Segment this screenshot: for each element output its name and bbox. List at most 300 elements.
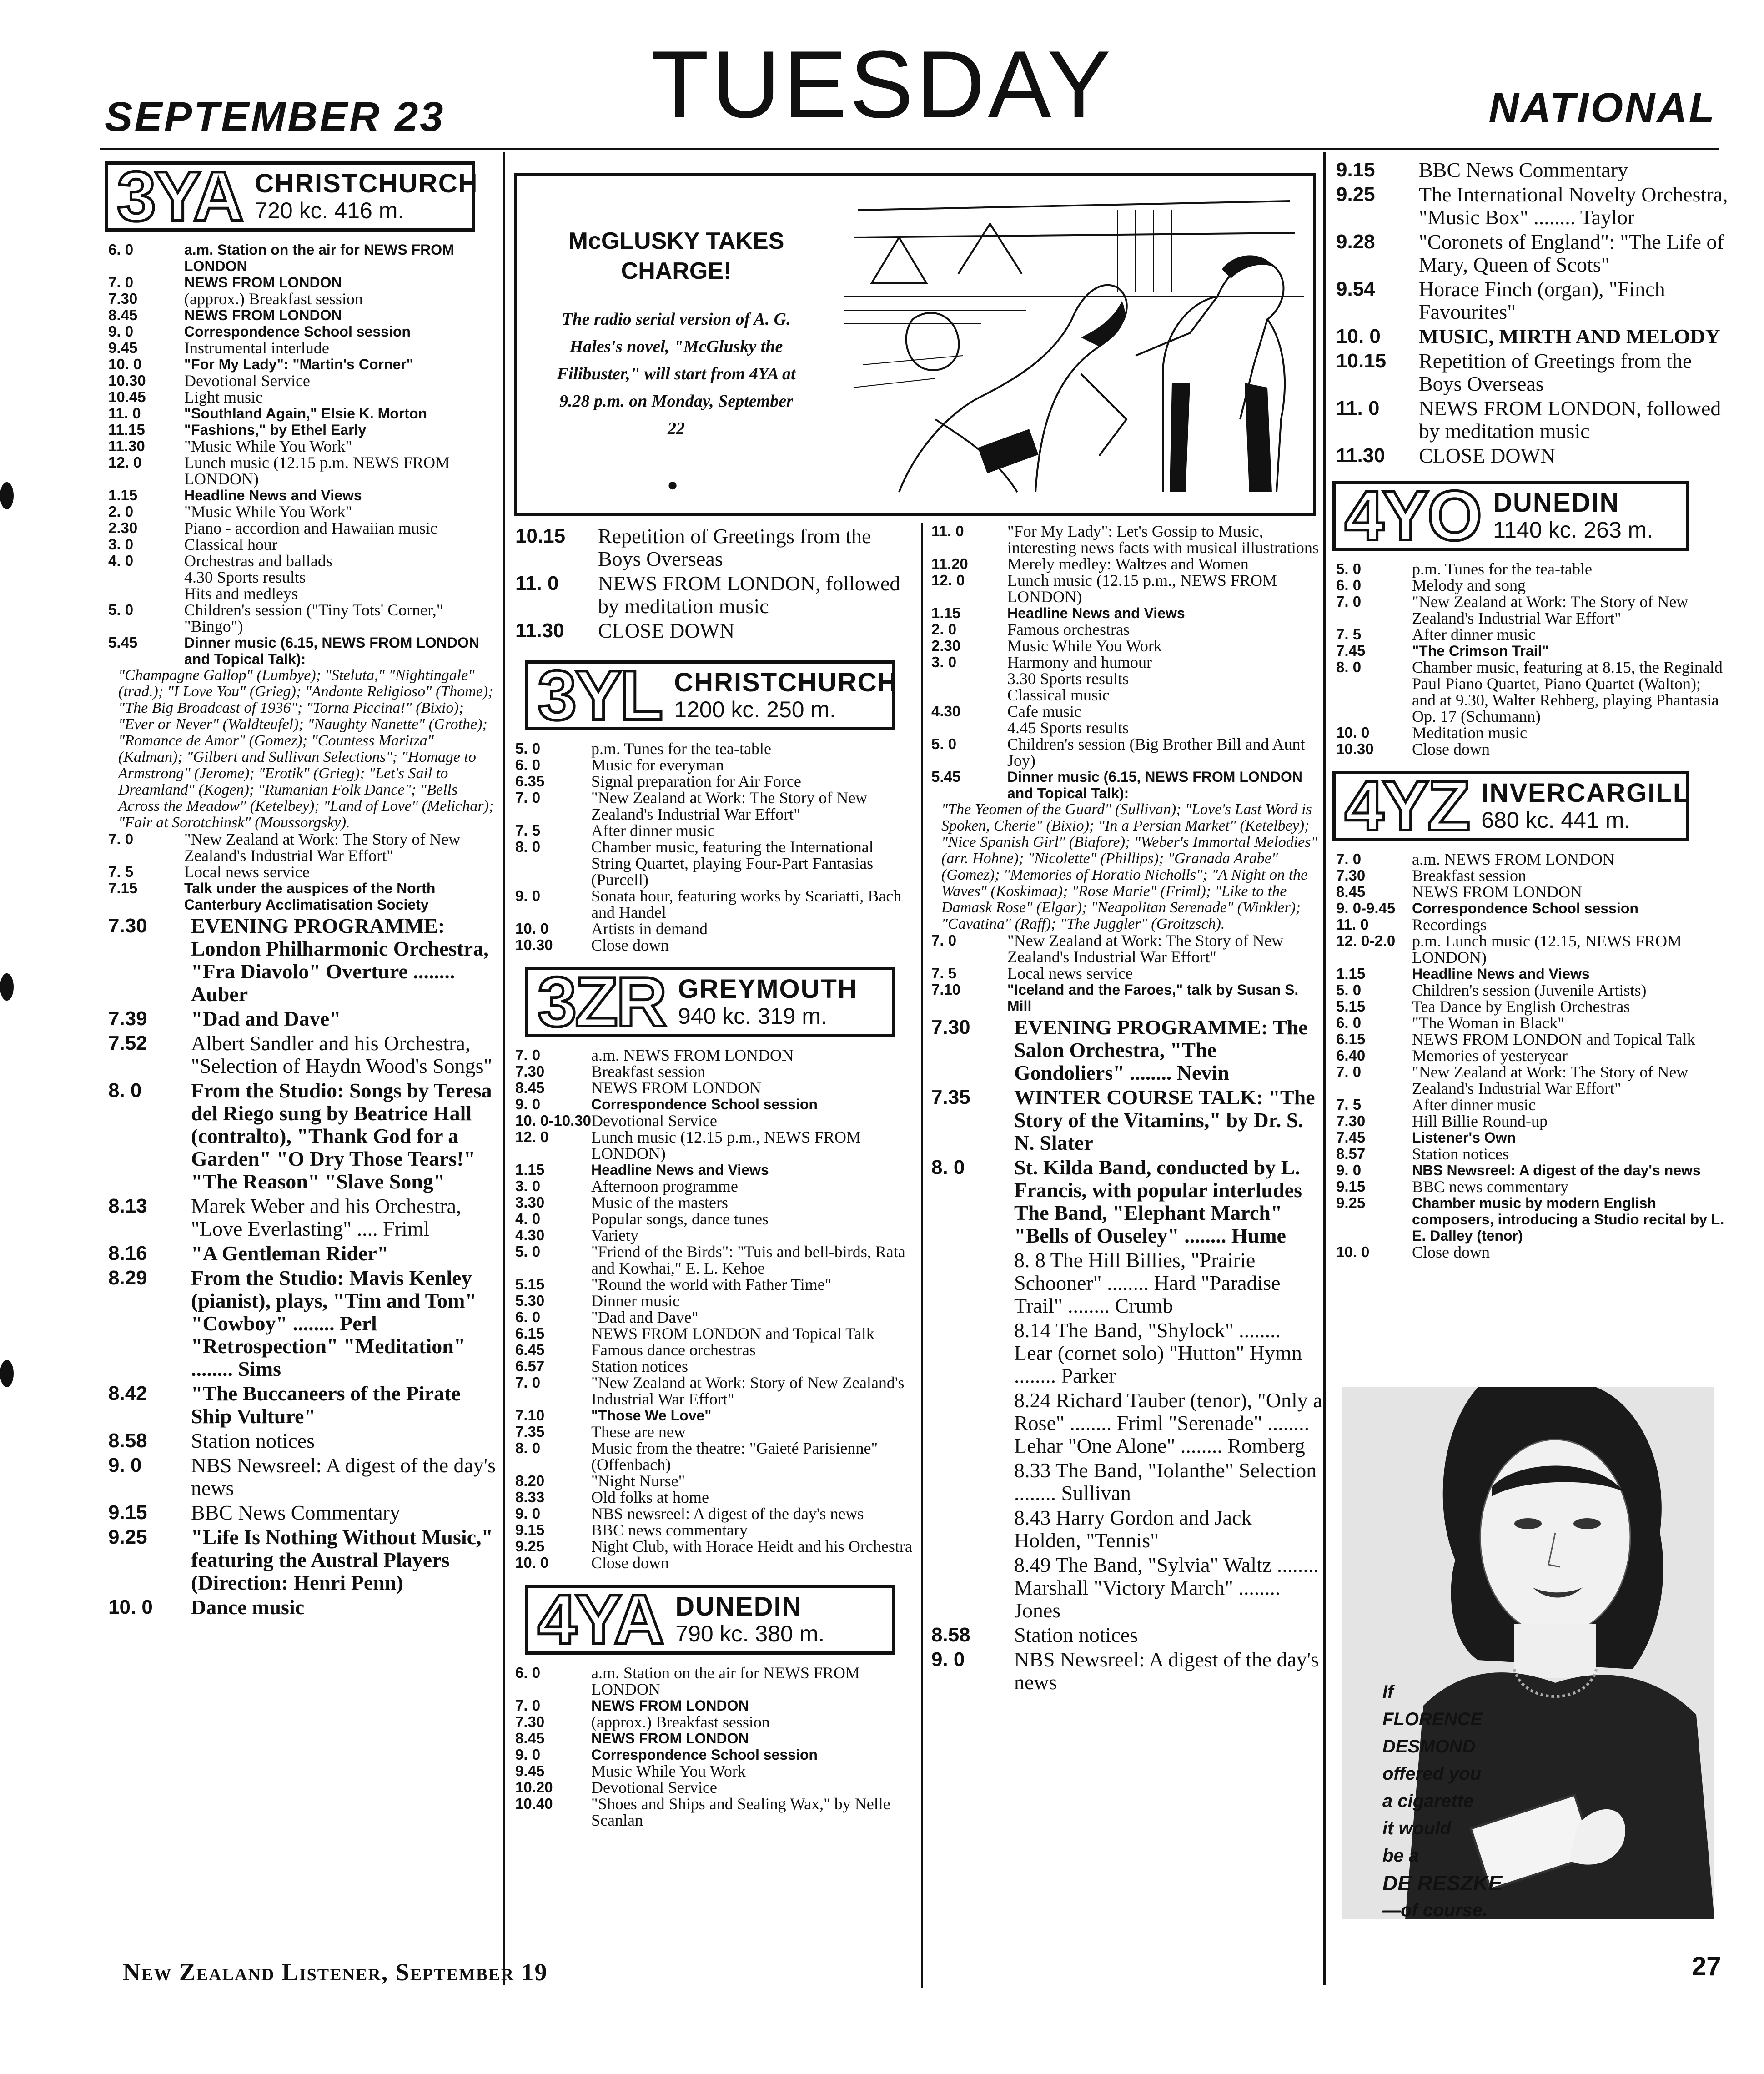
schedule-time: 10.15 [1336, 350, 1387, 372]
schedule-row [512, 1178, 916, 1194]
schedule-item: (approx.) Breakfast session [184, 290, 363, 308]
mcglusky-advert [514, 173, 1316, 516]
schedule-item: Devotional Service [184, 372, 310, 390]
station-city: CHRISTCHURCH [674, 668, 898, 697]
schedule-time: 12. 0 [515, 1128, 549, 1145]
schedule-item: 8.49 The Band, "Sylvia" Waltz ........ Marshall "Victory March" ........ Jones [1014, 1553, 1319, 1622]
schedule-item: NEWS FROM LONDON [184, 274, 342, 291]
station-frequency: 1140 kc. 263 m. [1493, 517, 1653, 543]
schedule-item: p.m. Tunes for the tea-table [1412, 560, 1592, 578]
schedule-time: 8.45 [108, 307, 138, 323]
station-city: INVERCARGILL [1481, 778, 1690, 808]
schedule-row [1332, 594, 1728, 626]
station-call: 4YA [538, 1580, 663, 1659]
schedule-time: 7. 5 [515, 822, 541, 839]
schedule-row [512, 1129, 916, 1162]
schedule-time: 6.57 [515, 1358, 545, 1374]
schedule-row [512, 1194, 916, 1211]
schedule-time: 8.45 [515, 1730, 545, 1747]
footer-publication: New Zealand Listener, September 19 [123, 1958, 548, 1986]
schedule-time: 8.58 [108, 1430, 147, 1452]
header-network: NATIONAL [1488, 85, 1716, 131]
schedule-item: "Friend of the Birds": "Tuis and bell-birds, Rata and Kowhai," E. L. Kehoe [591, 1243, 905, 1277]
schedule-time: 8.42 [108, 1382, 147, 1404]
schedule-time: 4.30 [515, 1227, 545, 1243]
schedule-time: 7. 0 [515, 789, 541, 806]
schedule-row [105, 1454, 505, 1500]
schedule-item: "For My Lady": Let's Gossip to Music, interesting news facts with musical illustrations [1007, 523, 1319, 557]
schedule-time: 7.30 [1336, 867, 1366, 884]
station-call: 4YZ [1345, 766, 1469, 845]
station-box-4ya [525, 1580, 895, 1659]
schedule-row [105, 340, 505, 356]
schedule-time: 11.30 [1336, 444, 1385, 467]
schedule-row [105, 291, 505, 307]
page-number: 27 [1692, 1952, 1721, 1981]
schedule-time: 1.15 [1336, 965, 1366, 982]
schedule-time: 1.15 [108, 487, 138, 503]
schedule-row [105, 242, 505, 274]
schedule-row [512, 1358, 916, 1374]
schedule-item: Famous orchestras [1007, 620, 1130, 639]
schedule-row [105, 389, 505, 405]
schedule-time: 3. 0 [515, 1178, 541, 1194]
schedule-row [105, 1382, 505, 1428]
schedule-row [1332, 851, 1728, 867]
schedule-4ya-late [512, 525, 916, 642]
schedule-time: 9.15 [1336, 1178, 1366, 1195]
schedule-time: 12. 0-2.0 [1336, 932, 1396, 949]
schedule-item: "New Zealand at Work: The Story of New Zealand's Industrial War Effort" [591, 789, 868, 823]
schedule-item: a.m. NEWS FROM LONDON [591, 1046, 794, 1064]
schedule-time [928, 687, 1007, 703]
schedule-row [928, 605, 1323, 621]
station-city: DUNEDIN [675, 1592, 802, 1621]
schedule-item: Talk under the auspices of the North Canterbury Acclimatisation Society [184, 880, 436, 913]
schedule-time: 9.25 [1336, 183, 1375, 206]
schedule-item: Merely medley: Waltzes and Women [1007, 555, 1249, 573]
de-reszke-advert [1342, 1387, 1714, 1919]
station-box-4yz [1332, 766, 1690, 845]
schedule-time: 6. 0 [515, 1664, 541, 1681]
schedule-item: "The Woman in Black" [1412, 1014, 1564, 1032]
schedule-item: Hits and medleys [184, 584, 298, 603]
schedule-time: 6. 0 [1336, 1014, 1362, 1031]
schedule-row [928, 720, 1323, 736]
schedule-item: Devotional Service [591, 1112, 717, 1130]
schedule-item: CLOSE DOWN [598, 619, 735, 642]
schedule-item: Repetition of Greetings from the Boys Overseas [598, 524, 871, 570]
schedule-time: 8. 0 [931, 1156, 965, 1178]
dinner-music-pieces: "Champagne Gallop" (Lumbye); "Steluta," "Nightingale" (trad.); "I Love You" (Grieg); "Andante Religioso" (Thome); "The Big Broadcast of 1936"; "Torna Piccina!" (Bixio); "Ever or Never" (Waldteufel); "Naughty Nanette" (Grothe); "Romance de Amor" (Gomez); "Countess Maritza" (Kalman); "Gilbert and Sullivan Selections"; "Homage to Armstrong" (Jerome); "Erotik" (Grieg); "Let's Sail to Dreamland" (Kogen); "Rumanian Folk Dance"; "Bells Across the Meadow" (Ketelbey); "Land of Love" (Melichar); "Fair at Sorotchinsk" (Moussorgsky). [118, 667, 494, 831]
schedule-row [512, 1779, 916, 1796]
schedule-time: 9.15 [108, 1501, 147, 1524]
schedule-time: 9.25 [108, 1526, 147, 1548]
schedule-time: 8. 0 [108, 1079, 142, 1102]
schedule-item: Breakfast session [1412, 866, 1526, 885]
schedule-row [105, 1195, 505, 1240]
schedule-row [1332, 982, 1728, 998]
schedule-item: Meditation music [1412, 724, 1527, 742]
schedule-item: "A Gentleman Rider" [191, 1242, 389, 1265]
schedule-row [928, 670, 1323, 687]
schedule-time: 10.45 [108, 388, 146, 405]
schedule-item: Correspondence School session [591, 1096, 818, 1113]
schedule-time: 6. 0 [108, 241, 134, 258]
schedule-row [512, 888, 916, 921]
schedule-row [928, 769, 1323, 801]
copy-line: a cigarette [1382, 1791, 1474, 1811]
schedule-time: 7.52 [108, 1032, 147, 1054]
schedule-row [928, 982, 1323, 1014]
schedule-item: Tea Dance by English Orchestras [1412, 997, 1630, 1016]
schedule-row [928, 638, 1323, 654]
schedule-item: 8.24 Richard Tauber (tenor), "Only a Rose" ........ Friml "Serenade" ........ Lehar "One Alone" ........ Romberg [1014, 1389, 1322, 1457]
schedule-row [512, 1407, 916, 1424]
schedule-item: 3.30 Sports results [1007, 670, 1129, 688]
schedule-row [1332, 1047, 1728, 1064]
schedule-time: 7.10 [931, 981, 961, 998]
schedule-item: "Life Is Nothing Without Music," featuring the Austral Players (Direction: Henri Penn) [191, 1525, 493, 1594]
schedule-time: 9.28 [1336, 231, 1375, 253]
schedule-row [928, 621, 1323, 638]
schedule-time: 6. 0 [1336, 577, 1362, 594]
schedule-time: 5. 0 [515, 1243, 541, 1260]
schedule-time: 7. 5 [1336, 626, 1362, 643]
schedule-row [1332, 1162, 1728, 1178]
schedule-row [1332, 867, 1728, 884]
station-call: 3YA [117, 157, 242, 236]
schedule-time: 4. 0 [515, 1210, 541, 1227]
schedule-item: NEWS FROM LONDON [591, 1730, 749, 1747]
schedule-time: 7. 0 [515, 1374, 541, 1391]
schedule-row [512, 757, 916, 773]
schedule-item: These are new [591, 1423, 686, 1441]
schedule-item: Albert Sandler and his Orchestra, "Selection of Haydn Wood's Songs" [191, 1032, 493, 1077]
schedule-time: 11. 0 [515, 572, 559, 594]
schedule-item: 4.45 Sports results [1007, 719, 1129, 737]
schedule-time: 5. 0 [1336, 560, 1362, 577]
schedule-row [1332, 933, 1728, 966]
schedule-item: Repetition of Greetings from the Boys Overseas [1419, 349, 1692, 395]
schedule-row [1332, 278, 1728, 323]
mcglusky-illustration [844, 183, 1304, 501]
schedule-row [512, 1243, 916, 1276]
schedule-item: "Dad and Dave" [191, 1007, 341, 1030]
schedule-item: Listener's Own [1412, 1129, 1516, 1146]
schedule-row [1332, 1031, 1728, 1047]
schedule-item: Piano - accordion and Hawaiian music [184, 519, 437, 537]
station-city: CHRISTCHURCH [255, 169, 478, 198]
station-frequency: 790 kc. 380 m. [675, 1621, 825, 1646]
schedule-item: "New Zealand at Work: The Story of New Zealand's Industrial War Effort" [1007, 931, 1284, 966]
schedule-item: CLOSE DOWN [1419, 444, 1556, 467]
schedule-item: a.m. NEWS FROM LONDON [1412, 850, 1614, 868]
schedule-row [105, 864, 505, 880]
schedule-time: 9.45 [108, 339, 138, 356]
schedule-item: Chamber music by modern English composers, introducing a Studio recital by L. E. Dalley (tenor) [1412, 1195, 1724, 1244]
schedule-row [105, 454, 505, 487]
schedule-item: St. Kilda Band, conducted by L. Francis, with popular interludes The Band, "Elephant March" "Bells of Ouseley" ........ Hume [1014, 1156, 1302, 1247]
schedule-item: NEWS FROM LONDON [1412, 883, 1583, 901]
schedule-time: 9.45 [515, 1762, 545, 1779]
schedule-3ya-evening [105, 915, 505, 1619]
schedule-row [512, 1522, 916, 1538]
schedule-time: 12. 0 [931, 572, 965, 589]
schedule-item: Station notices [1014, 1623, 1138, 1646]
schedule-item: NEWS FROM LONDON, followed by meditation music [598, 572, 900, 618]
schedule-item: Chamber music, featuring the International String Quartet, playing Four-Part Fantasias (Purcell) [591, 838, 874, 889]
schedule-time: 9. 0 [515, 1505, 541, 1522]
schedule-time: 10. 0 [108, 1596, 153, 1618]
column-2 [512, 523, 916, 1969]
schedule-item: BBC news commentary [591, 1521, 748, 1539]
schedule-item: After dinner music [1412, 625, 1536, 644]
station-city: GREYMOUTH [678, 974, 858, 1004]
schedule-time: 7.30 [1336, 1113, 1366, 1129]
schedule-row [512, 1440, 916, 1473]
schedule-row [1332, 1015, 1728, 1031]
column-3 [928, 523, 1323, 1969]
schedule-row [512, 1309, 916, 1325]
schedule-item: "New Zealand at Work: Story of New Zealand's Industrial War Effort" [591, 1374, 905, 1408]
schedule-time: 2. 0 [108, 503, 134, 520]
schedule-time [928, 1319, 1014, 1387]
schedule-row [105, 373, 505, 389]
schedule-time: 10.30 [108, 372, 146, 389]
schedule-item: "Round the world with Father Time" [591, 1275, 832, 1294]
schedule-item: After dinner music [1412, 1096, 1536, 1114]
schedule-4yo [1332, 561, 1728, 757]
schedule-row [1332, 1244, 1728, 1260]
schedule-time: 8.20 [515, 1472, 545, 1489]
schedule-item: "The Crimson Trail" [1412, 643, 1549, 659]
schedule-item: Artists in demand [591, 920, 708, 938]
schedule-item: Classical hour [184, 535, 277, 554]
schedule-time: 7. 0 [1336, 851, 1362, 867]
schedule-row [928, 1086, 1323, 1154]
schedule-time: 7.35 [931, 1086, 970, 1108]
schedule-time: 6.45 [515, 1341, 545, 1358]
schedule-row [512, 1796, 916, 1828]
station-frequency: 1200 kc. 250 m. [674, 697, 836, 722]
schedule-time: 10.30 [515, 936, 553, 953]
schedule-row [928, 965, 1323, 982]
schedule-item: Headline News and Views [1412, 966, 1590, 982]
schedule-row [512, 1325, 916, 1342]
header-rule [100, 148, 1719, 150]
schedule-item: Close down [591, 936, 669, 954]
schedule-row [105, 1501, 505, 1524]
schedule-row [512, 1489, 916, 1505]
schedule-item: Chamber music, featuring at 8.15, the Reginald Paul Piano Quartet, Piano Quartet (Walton); and at 9.30, Walter Rehberg, playing Phantasia Op. 17 (Schumann) [1412, 658, 1723, 725]
schedule-time: 11. 0 [931, 523, 964, 539]
schedule-row [105, 602, 505, 634]
schedule-time: 6.40 [1336, 1047, 1366, 1064]
schedule-item: Headline News and Views [591, 1162, 769, 1178]
schedule-time: 8. 0 [1336, 659, 1362, 675]
schedule-row [512, 937, 916, 953]
schedule-item: Local news service [184, 863, 310, 881]
schedule-time: 9. 0-9.45 [1336, 900, 1396, 916]
schedule-row [105, 1526, 505, 1594]
schedule-item: From the Studio: Mavis Kenley (pianist), plays, "Tim and Tom" "Cowboy" ........ Perl "Retrospection" "Meditation" ........ Sims [191, 1266, 477, 1380]
schedule-time: 8.45 [515, 1079, 545, 1096]
schedule-time: 7.39 [108, 1007, 147, 1030]
schedule-time: 7. 0 [515, 1047, 541, 1063]
schedule-row [1332, 966, 1728, 982]
schedule-row [928, 703, 1323, 720]
schedule-3yl [512, 740, 916, 953]
schedule-item: NEWS FROM LONDON and Topical Talk [591, 1324, 874, 1343]
schedule-time: 6.15 [515, 1325, 545, 1342]
advert-body: The radio serial version of A. G. Hales's novel, "McGlusky the Filibuster," will start from 4YA at 9.28 p.m. on Monday, September 22 [557, 310, 796, 438]
schedule-row [512, 839, 916, 888]
schedule-time: 10. 0-10.30 [515, 1112, 591, 1129]
schedule-item: NBS Newsreel: A digest of the day's news [1014, 1648, 1319, 1694]
schedule-item: "The Buccaneers of the Pirate Ship Vulture" [191, 1382, 461, 1428]
schedule-time: 7.45 [1336, 642, 1366, 659]
schedule-time: 5.15 [515, 1276, 545, 1293]
schedule-row [512, 1227, 916, 1243]
schedule-item: "For My Lady": "Martin's Corner" [184, 356, 413, 373]
schedule-row [512, 572, 916, 618]
schedule-time: 3.30 [515, 1194, 545, 1211]
copy-line: DE RESZKE [1382, 1871, 1503, 1895]
advert-dot: ● [667, 474, 678, 495]
schedule-item: Children's session ("Tiny Tots' Corner," "Bingo") [184, 601, 443, 635]
station-box-3zr [525, 962, 895, 1041]
schedule-row [512, 1113, 916, 1129]
schedule-row [1332, 884, 1728, 900]
schedule-row [105, 422, 505, 438]
schedule-time: 8.29 [108, 1267, 147, 1289]
schedule-row [1332, 659, 1728, 725]
schedule-item: Popular songs, dance tunes [591, 1210, 769, 1228]
schedule-time: 9. 0 [1336, 1162, 1362, 1178]
schedule-item: After dinner music [591, 821, 715, 840]
schedule-item: Correspondence School session [184, 323, 411, 340]
schedule-item: BBC News Commentary [1419, 158, 1628, 181]
schedule-item: Dance music [191, 1596, 305, 1619]
schedule-time: 8. 0 [515, 838, 541, 855]
schedule-3zr [512, 1047, 916, 1571]
schedule-item: Correspondence School session [591, 1747, 818, 1763]
schedule-row [1332, 444, 1728, 467]
schedule-row [105, 487, 505, 503]
schedule-time: 11.15 [108, 421, 145, 438]
schedule-item: "Shoes and Ships and Sealing Wax," by Nelle Scanlan [591, 1795, 890, 1829]
schedule-time: 8. 0 [515, 1440, 541, 1456]
copy-line: it would [1382, 1818, 1452, 1838]
schedule-item: Children's session (Big Brother Bill and Aunt Joy) [1007, 735, 1305, 770]
schedule-time: 12. 0 [108, 454, 142, 471]
schedule-time: 10. 0 [1336, 325, 1381, 347]
schedule-item: Hill Billie Round-up [1412, 1112, 1548, 1130]
schedule-time: 5.30 [515, 1292, 545, 1309]
schedule-time: 9.15 [1336, 159, 1375, 181]
schedule-row [105, 438, 505, 454]
schedule-row [512, 1276, 916, 1293]
schedule-item: (approx.) Breakfast session [591, 1713, 770, 1731]
schedule-item: NBS Newsreel: A digest of the day's news [1412, 1162, 1701, 1178]
schedule-item: Close down [1412, 740, 1490, 758]
schedule-time [105, 585, 184, 602]
schedule-item: Dinner music [591, 1292, 680, 1310]
schedule-time: 5.45 [108, 634, 138, 651]
schedule-row [105, 307, 505, 323]
schedule-item: Close down [1412, 1243, 1490, 1261]
schedule-row [105, 915, 505, 1006]
schedule-item: Light music [184, 388, 263, 406]
schedule-time: 7.45 [1336, 1129, 1366, 1146]
schedule-item: EVENING PROGRAMME: London Philharmonic Orchestra, "Fra Diavolo" Overture ........ Auber [191, 914, 489, 1006]
header-date: SEPTEMBER 23 [105, 94, 445, 140]
schedule-time: 7. 0 [108, 831, 134, 847]
schedule-row [928, 1319, 1323, 1387]
schedule-row [512, 1730, 916, 1747]
schedule-row [1332, 643, 1728, 659]
schedule-row [512, 1424, 916, 1440]
schedule-time: 10. 0 [515, 1554, 549, 1571]
schedule-row [105, 520, 505, 536]
station-city: DUNEDIN [1493, 488, 1620, 518]
copy-line: —of course. [1382, 1900, 1488, 1919]
schedule-time: 7.30 [515, 1713, 545, 1730]
schedule-row [512, 1473, 916, 1489]
schedule-time: 7.30 [515, 1063, 545, 1080]
schedule-time: 10. 0 [108, 356, 142, 373]
schedule-row [512, 619, 916, 642]
schedule-row [512, 1162, 916, 1178]
schedule-row [105, 1430, 505, 1452]
schedule-row [928, 523, 1323, 556]
column-rule [1323, 152, 1326, 1985]
schedule-item: "Night Nurse" [591, 1472, 685, 1490]
schedule-item: Lunch music (12.15 p.m., NEWS FROM LONDON) [591, 1128, 861, 1163]
schedule-row [512, 1505, 916, 1522]
schedule-item: Famous dance orchestras [591, 1341, 756, 1359]
station-frequency: 720 kc. 416 m. [255, 198, 404, 223]
schedule-item: Signal preparation for Air Force [591, 772, 801, 790]
schedule-row [1332, 741, 1728, 757]
schedule-item: Memories of yesteryear [1412, 1047, 1568, 1065]
schedule-item: Headline News and Views [1007, 605, 1185, 621]
schedule-time: 7.10 [515, 1407, 545, 1424]
schedule-row [105, 553, 505, 569]
margin-mark [0, 1360, 14, 1387]
schedule-row [928, 1016, 1323, 1084]
schedule-row [928, 736, 1323, 769]
station-call: 4YO [1345, 476, 1481, 555]
schedule-time [928, 1554, 1014, 1622]
schedule-time: 4.30 [931, 703, 961, 720]
schedule-time [928, 670, 1007, 687]
schedule-time: 10.15 [515, 525, 566, 547]
schedule-item: Cafe music [1007, 702, 1081, 720]
schedule-item: Horace Finch (organ), "Finch Favourites" [1419, 277, 1665, 323]
schedule-row [512, 1538, 916, 1555]
schedule-row [512, 1096, 916, 1113]
schedule-item: Sonata hour, featuring works by Scariatti, Bach and Handel [591, 887, 902, 921]
schedule-row [928, 1648, 1323, 1694]
schedule-row [928, 1459, 1323, 1505]
schedule-time: 9. 0 [931, 1648, 965, 1671]
schedule-item: NEWS FROM LONDON [591, 1079, 762, 1097]
schedule-item: Lunch music (12.15 p.m. NEWS FROM LONDON) [184, 453, 450, 488]
schedule-item: Correspondence School session [1412, 900, 1638, 916]
schedule-row [512, 1342, 916, 1358]
